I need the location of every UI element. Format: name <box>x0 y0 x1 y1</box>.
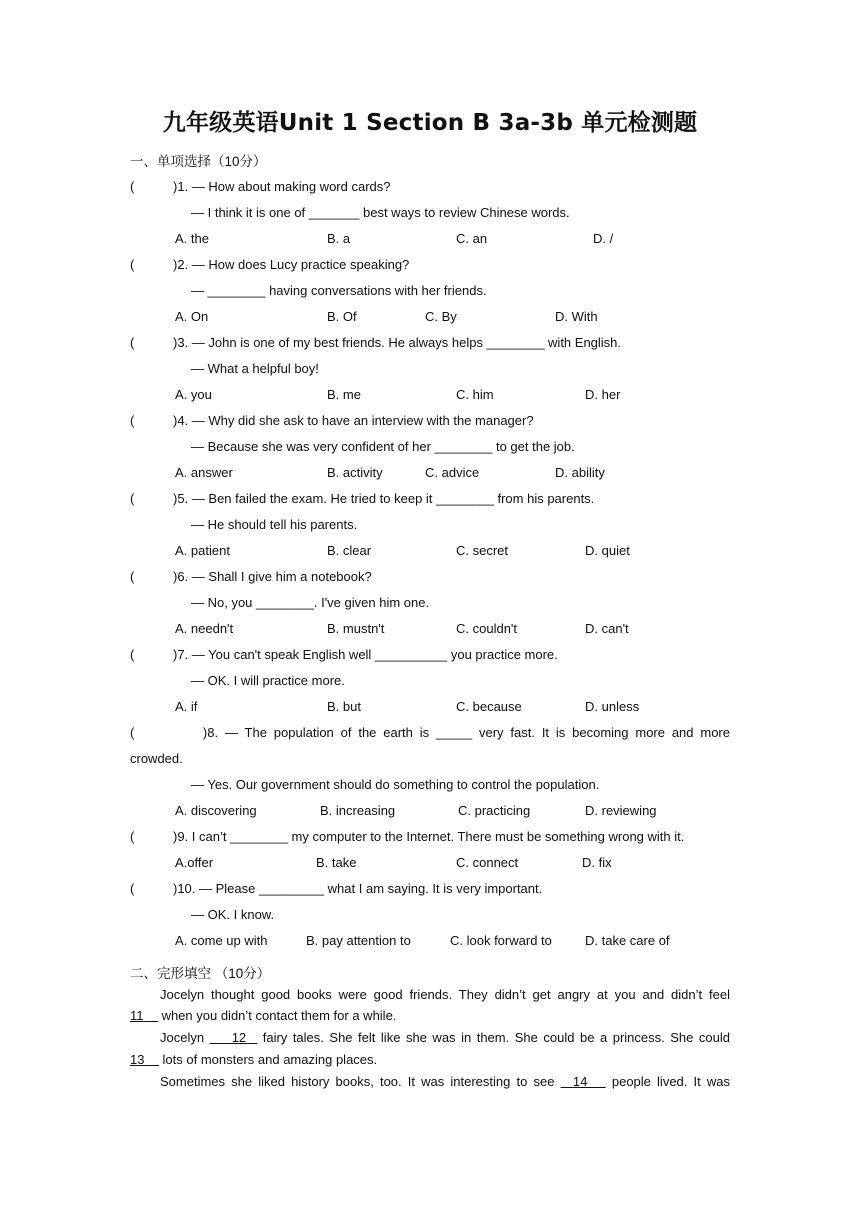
option-d: D. ability <box>555 465 605 480</box>
question-stem: )6. — Shall I give him a notebook? <box>173 569 372 584</box>
option-b: B. me <box>327 387 361 402</box>
question-response: — OK. I will practice more. <box>191 673 345 688</box>
option-d: D. her <box>585 387 621 402</box>
cloze-blank-12: 12 <box>231 1030 247 1045</box>
option-d: D. can't <box>585 621 629 636</box>
option-a: A. you <box>175 387 212 402</box>
option-d: D. unless <box>585 699 640 714</box>
answer-paren: ( <box>130 647 135 662</box>
option-b: B. mustn't <box>327 621 385 636</box>
question-stem: )4. — Why did she ask to have an interview with the manager? <box>173 413 534 428</box>
option-a: A. the <box>175 231 209 246</box>
option-a: A. patient <box>175 543 230 558</box>
option-c: C. look forward to <box>450 933 552 948</box>
cloze-paragraph-2-line-1: Jocelyn 12 fairy tales. She felt like she was in them. She could be a princess. She could <box>160 1030 730 1045</box>
option-c: C. advice <box>425 465 480 480</box>
question-stem: )8. — The population of the earth is _____ very fast. It is becoming more and more <box>202 725 730 740</box>
question-stem-continued: crowded. <box>130 751 183 766</box>
answer-paren: ( <box>130 179 135 194</box>
option-a: A. On <box>175 309 209 324</box>
question-response: — OK. I know. <box>191 907 275 922</box>
answer-paren: ( <box>130 829 135 844</box>
option-c: C. By <box>425 309 457 324</box>
question-response: — I think it is one of _______ best ways to review Chinese words. <box>191 205 570 220</box>
option-a: A. if <box>175 699 198 714</box>
option-c: C. connect <box>456 855 519 870</box>
option-d: D. reviewing <box>585 803 657 818</box>
option-a: A. come up with <box>175 933 268 948</box>
answer-paren: ( <box>130 569 135 584</box>
option-a: A.offer <box>175 855 214 870</box>
option-c: C. secret <box>456 543 509 558</box>
option-c: C. couldn't <box>456 621 518 636</box>
option-d: D. / <box>593 231 614 246</box>
option-c: C. an <box>456 231 488 246</box>
option-b: B. pay attention to <box>306 933 411 948</box>
question-response: — ________ having conversations with her friends. <box>191 283 487 298</box>
question-stem: )3. — John is one of my best friends. He always helps ________ with English. <box>173 335 622 350</box>
cloze-paragraph-2-line-2: 13 lots of monsters and amazing places. <box>130 1052 378 1067</box>
cloze-blank-14: 14 <box>572 1074 588 1089</box>
question-stem: )10. — Please _________ what I am saying. It is very important. <box>173 881 543 896</box>
option-b: B. Of <box>327 309 357 324</box>
option-d: D. fix <box>582 855 612 870</box>
answer-paren: ( <box>130 413 135 428</box>
option-d: D. quiet <box>585 543 630 558</box>
option-c: C. him <box>456 387 494 402</box>
question-response: — Because she was very confident of her ________ to get the job. <box>191 439 575 454</box>
question-response: — What a helpful boy! <box>191 361 319 376</box>
option-c: C. practicing <box>458 803 531 818</box>
cloze-paragraph-3-line-1: Sometimes she liked history books, too. It was interesting to see 14 people lived. It was <box>160 1074 730 1089</box>
section-heading-cloze: 二、完形填空 （10分） <box>130 966 271 981</box>
option-b: B. take <box>316 855 357 870</box>
question-response: — He should tell his parents. <box>191 517 358 532</box>
cloze-paragraph-1-line-2: 11 when you didn’t contact them for a while. <box>130 1008 397 1023</box>
question-stem: )2. — How does Lucy practice speaking? <box>173 257 410 272</box>
answer-paren: ( <box>130 257 135 272</box>
question-stem: )1. — How about making word cards? <box>173 179 391 194</box>
cloze-blank-13: 13 <box>130 1052 145 1067</box>
option-b: B. increasing <box>320 803 396 818</box>
answer-paren: ( <box>130 491 135 506</box>
answer-paren: ( <box>130 725 135 740</box>
answer-paren: ( <box>130 335 135 350</box>
option-b: B. a <box>327 231 351 246</box>
question-response: — No, you ________. I've given him one. <box>191 595 430 610</box>
option-a: A. answer <box>175 465 233 480</box>
page-title: 九年级英语Unit 1 Section B 3a-3b 单元检测题 <box>162 110 698 136</box>
option-b: B. clear <box>327 543 372 558</box>
option-c: C. because <box>456 699 522 714</box>
question-stem-line <box>130 725 730 741</box>
option-b: B. activity <box>327 465 383 480</box>
option-d: D. take care of <box>585 933 670 948</box>
cloze-paragraph-1-line-1: Jocelyn thought good books were good friends. They didn’t get angry at you and didn’t feel <box>160 987 730 1002</box>
question-stem: )9. I can’t ________ my computer to the Internet. There must be something wrong with it. <box>173 829 685 844</box>
cloze-blank-11: 11 <box>130 1008 144 1023</box>
question-stem: )7. — You can't speak English well __________ you practice more. <box>173 647 558 662</box>
answer-paren: ( <box>130 881 135 896</box>
option-a: A. needn't <box>175 621 234 636</box>
option-b: B. but <box>327 699 361 714</box>
question-response: — Yes. Our government should do something to control the population. <box>191 777 600 792</box>
option-d: D. With <box>555 309 598 324</box>
question-stem: )5. — Ben failed the exam. He tried to keep it ________ from his parents. <box>173 491 595 506</box>
option-a: A. discovering <box>175 803 257 818</box>
section-heading-multiple-choice: 一、单项选择（10分） <box>130 154 267 169</box>
